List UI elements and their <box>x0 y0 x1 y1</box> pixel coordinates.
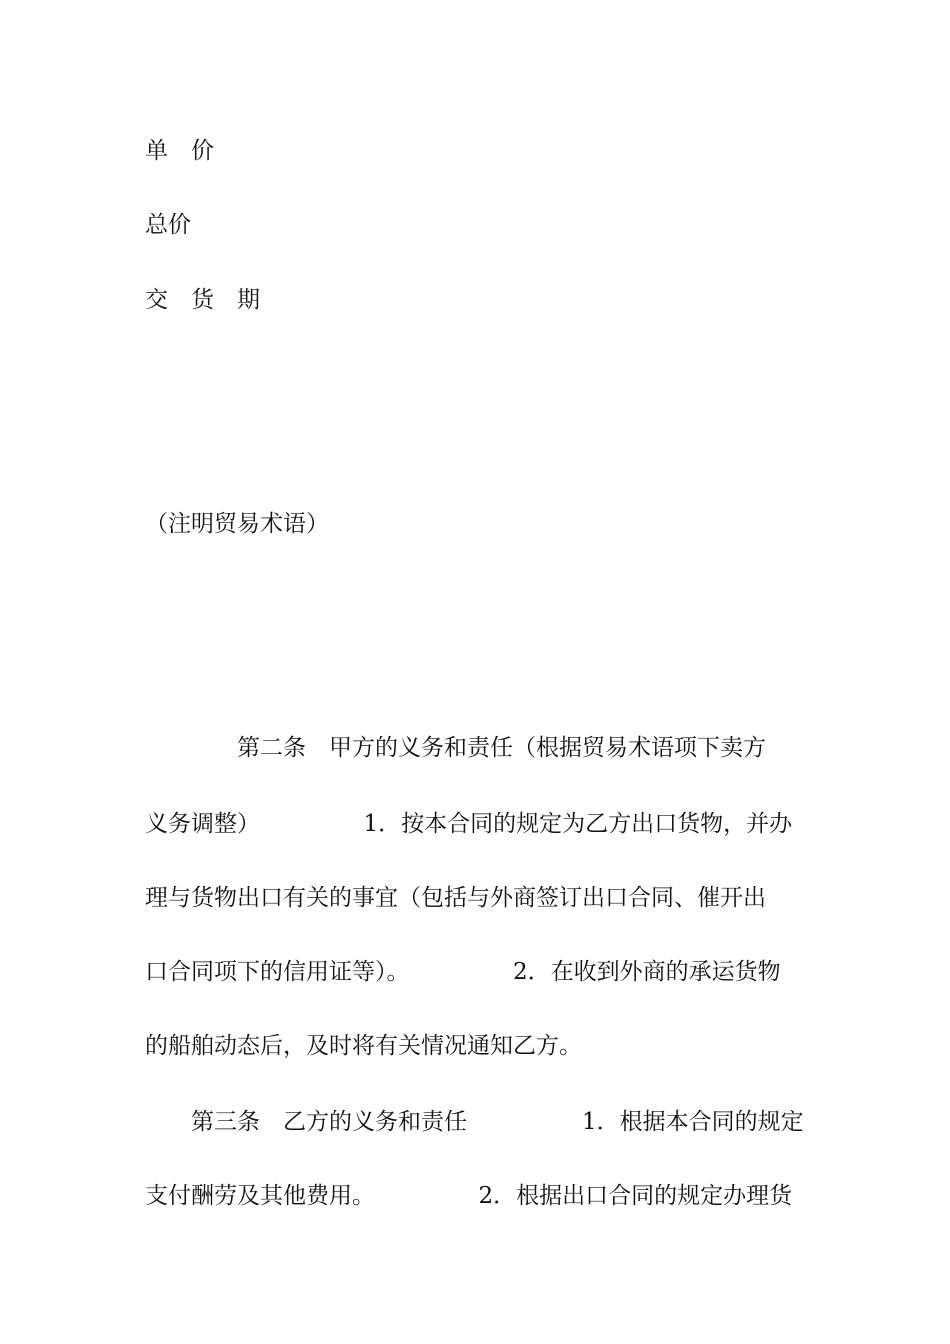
body-line: 理与货物出口有关的事宜（包括与外商签订出口合同、催开出 <box>145 885 766 911</box>
body-line: 支付酬劳及其他费用。 2．根据出口合同的规定办理货 <box>145 1183 793 1209</box>
body-line: 第二条 甲方的义务和责任（根据贸易术语项下卖方 <box>145 735 766 761</box>
total-price-label: 总价 <box>145 212 191 238</box>
body-line: 义务调整） 1．按本合同的规定为乙方出口货物，并办 <box>145 811 793 837</box>
trade-term-note: （注明贸易术语） <box>145 511 329 537</box>
body-line: 口合同项下的信用证等）。 2．在收到外商的承运货物 <box>145 959 781 985</box>
body-line: 的船舶动态后，及时将有关情况通知乙方。 <box>145 1033 582 1059</box>
unit-price-label: 单 价 <box>145 138 214 164</box>
delivery-period-label: 交 货 期 <box>145 287 260 313</box>
body-line: 第三条 乙方的义务和责任 1．根据本合同的规定 <box>145 1109 804 1135</box>
